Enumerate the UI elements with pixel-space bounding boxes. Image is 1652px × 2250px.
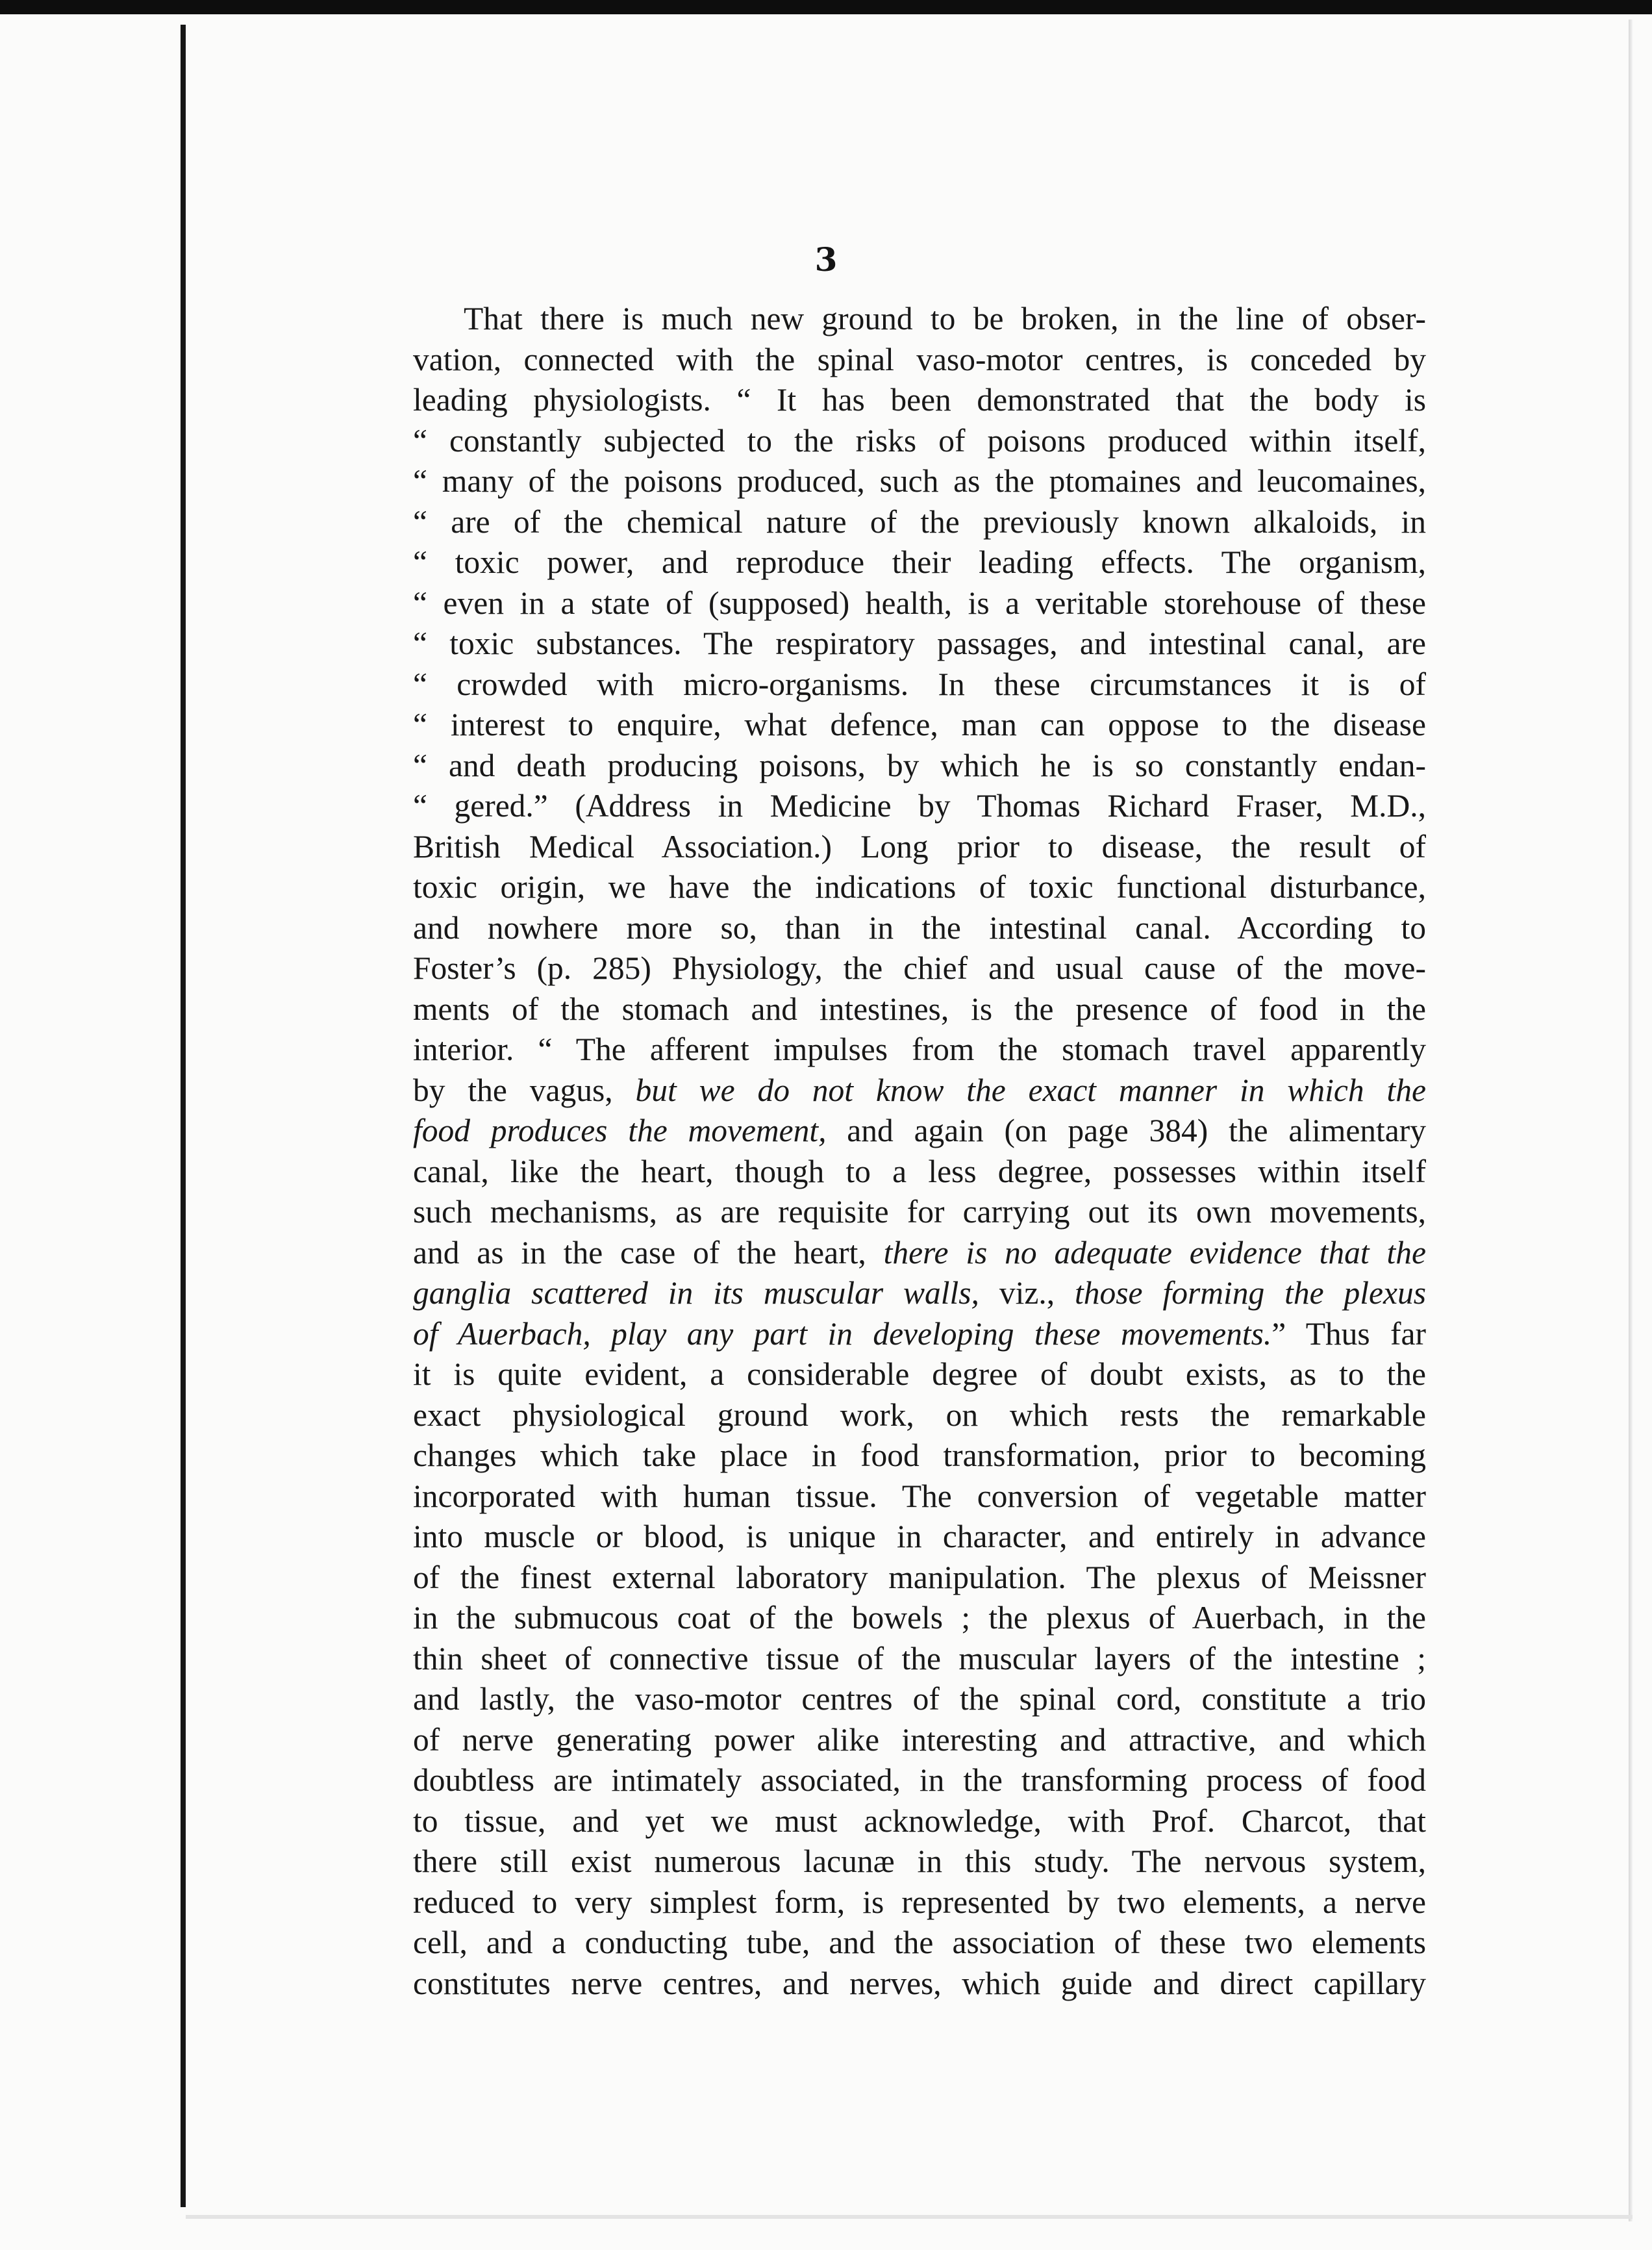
text-segment: and lastly, the vaso-motor centres of the spinal cord, constitute a trio: [413, 1681, 1426, 1717]
text-segment: and as in the case of the heart,: [413, 1234, 884, 1270]
text-segment: into muscle or blood, is unique in character, and entirely in advance: [413, 1519, 1426, 1554]
text-segment: and again (on page 384) the alimentary: [826, 1113, 1427, 1148]
text-line: [413, 1354, 1426, 1395]
text-line: [413, 1070, 1426, 1111]
text-line: [413, 1841, 1426, 1882]
text-segment: Foster’s (p. 285) Physiology, the chief and usual cause of the move-: [413, 950, 1426, 986]
text-line: [413, 1314, 1426, 1355]
text-line: [413, 380, 1426, 421]
text-segment: “ interest to enquire, what defence, man can oppose to the disease: [413, 707, 1426, 742]
text-line: [413, 1639, 1426, 1680]
text-segment: doubtless are intimately associated, in the transforming process of food: [413, 1762, 1426, 1798]
italic-text-segment: those forming the plexus: [1075, 1275, 1426, 1311]
text-line: [413, 786, 1426, 827]
italic-text-segment: but we do not know the exact manner in which the: [635, 1072, 1426, 1108]
text-line: [413, 908, 1426, 949]
text-line: [413, 1030, 1426, 1070]
text-segment: interior. “ The afferent impulses from the stomach travel apparently: [413, 1031, 1426, 1067]
text-segment: British Medical Association.) Long prior to disease, the result of: [413, 828, 1426, 865]
body-text: [413, 299, 1426, 2004]
page-number: 3: [814, 240, 838, 279]
text-segment: there still exist numerous lacunæ in this study. The nervous system,: [413, 1843, 1426, 1879]
text-line: [413, 867, 1426, 908]
text-line: [413, 1923, 1426, 1964]
text-segment: ” Thus far: [1271, 1315, 1426, 1352]
italic-text-segment: food produces the movement,: [413, 1113, 827, 1148]
text-line: [413, 1111, 1426, 1152]
text-segment: leading physiologists. “ It has been demonstrated that the body is: [413, 382, 1426, 418]
text-segment: “ are of the chemical nature of the previously known alkaloids, in: [413, 503, 1426, 540]
text-line: [413, 421, 1426, 462]
text-line: [413, 746, 1426, 787]
italic-text-segment: there is no adequate evidence that the: [883, 1234, 1426, 1270]
text-line: [413, 624, 1426, 664]
text-segment: “ crowded with micro-organisms. In these circumstances it is of: [413, 666, 1426, 702]
text-segment: cell, and a conducting tube, and the association of these two elements: [413, 1925, 1426, 1960]
text-segment: exact physiological ground work, on which rests the remarkable: [413, 1397, 1426, 1433]
text-line: [413, 1598, 1426, 1639]
text-line: [413, 1517, 1426, 1558]
text-line: [413, 340, 1426, 381]
text-segment: “ and death producing poisons, by which he is so constantly endan-: [413, 747, 1426, 783]
text-line: [413, 1801, 1426, 1842]
text-line: [413, 1882, 1426, 1923]
text-line: [413, 299, 1426, 340]
text-segment: of the finest external laboratory manipulation. The plexus of Meissner: [413, 1559, 1426, 1595]
text-line: [413, 1679, 1426, 1720]
text-segment: That there is much new ground to be broken, in the line of obser-: [464, 301, 1426, 336]
italic-text-segment: of Auerbach, play any part in developing these movements.: [413, 1315, 1272, 1352]
text-segment: “ even in a state of (supposed) health, is a veritable storehouse of these: [413, 585, 1426, 621]
binding-edge-rule: [181, 25, 186, 2207]
text-line: [413, 461, 1426, 502]
text-line: [413, 989, 1426, 1030]
text-line: [413, 1435, 1426, 1476]
text-line: [413, 664, 1426, 705]
text-segment: reduced to very simplest form, is represented by two elements, a nerve: [413, 1884, 1426, 1920]
text-segment: changes which take place in food transformation, prior to becoming: [413, 1437, 1426, 1473]
text-segment: viz.,: [979, 1275, 1075, 1311]
text-line: [413, 1720, 1426, 1761]
text-segment: “ gered.” (Address in Medicine by Thomas Richard Fraser, M.D.,: [413, 788, 1426, 824]
text-line: [413, 1273, 1426, 1314]
text-line: [413, 1233, 1426, 1274]
text-segment: canal, like the heart, though to a less degree, possesses within itself: [413, 1153, 1426, 1189]
text-line: [413, 502, 1426, 543]
scan-top-border: [0, 0, 1652, 14]
text-line: [413, 1152, 1426, 1193]
text-segment: by the vagus,: [413, 1072, 636, 1108]
text-segment: thin sheet of connective tissue of the muscular layers of the intestine ;: [413, 1640, 1426, 1676]
text-segment: “ toxic power, and reproduce their leading effects. The organism,: [413, 544, 1426, 580]
text-segment: of nerve generating power alike interesting and attractive, and which: [413, 1721, 1426, 1758]
text-line: [413, 1558, 1426, 1599]
text-segment: ments of the stomach and intestines, is the presence of food in the: [413, 991, 1426, 1027]
text-segment: incorporated with human tissue. The conversion of vegetable matter: [413, 1478, 1426, 1514]
text-line: [413, 583, 1426, 624]
text-segment: and nowhere more so, than in the intestinal canal. According to: [413, 909, 1426, 946]
text-line: [413, 1476, 1426, 1517]
page-edge-shadow-right: [1629, 19, 1633, 2221]
text-segment: in the submucous coat of the bowels ; the plexus of Auerbach, in the: [413, 1600, 1426, 1636]
text-line: [413, 1192, 1426, 1233]
page-edge-shadow-bottom: [186, 2215, 1633, 2219]
text-line: [413, 705, 1426, 746]
text-line: [413, 542, 1426, 583]
text-line: [413, 948, 1426, 989]
text-segment: it is quite evident, a considerable degree of doubt exists, as to the: [413, 1356, 1426, 1392]
text-segment: “ many of the poisons produced, such as the ptomaines and leucomaines,: [413, 463, 1426, 499]
text-line: [413, 1964, 1426, 2004]
italic-text-segment: ganglia scattered in its muscular walls,: [413, 1275, 979, 1311]
text-line: [413, 827, 1426, 868]
text-segment: to tissue, and yet we must acknowledge, with Prof. Charcot, that: [413, 1802, 1426, 1839]
text-segment: constitutes nerve centres, and nerves, which guide and direct capillary: [413, 1965, 1426, 2001]
text-segment: vation, connected with the spinal vaso-motor centres, is conceded by: [413, 341, 1426, 377]
text-line: [413, 1395, 1426, 1436]
text-line: [413, 1760, 1426, 1801]
text-segment: such mechanisms, as are requisite for carrying out its own movements,: [413, 1194, 1426, 1230]
text-segment: “ toxic substances. The respiratory passages, and intestinal canal, are: [413, 626, 1426, 661]
text-segment: toxic origin, we have the indications of toxic functional disturbance,: [413, 869, 1426, 905]
text-segment: “ constantly subjected to the risks of poisons produced within itself,: [413, 422, 1426, 459]
